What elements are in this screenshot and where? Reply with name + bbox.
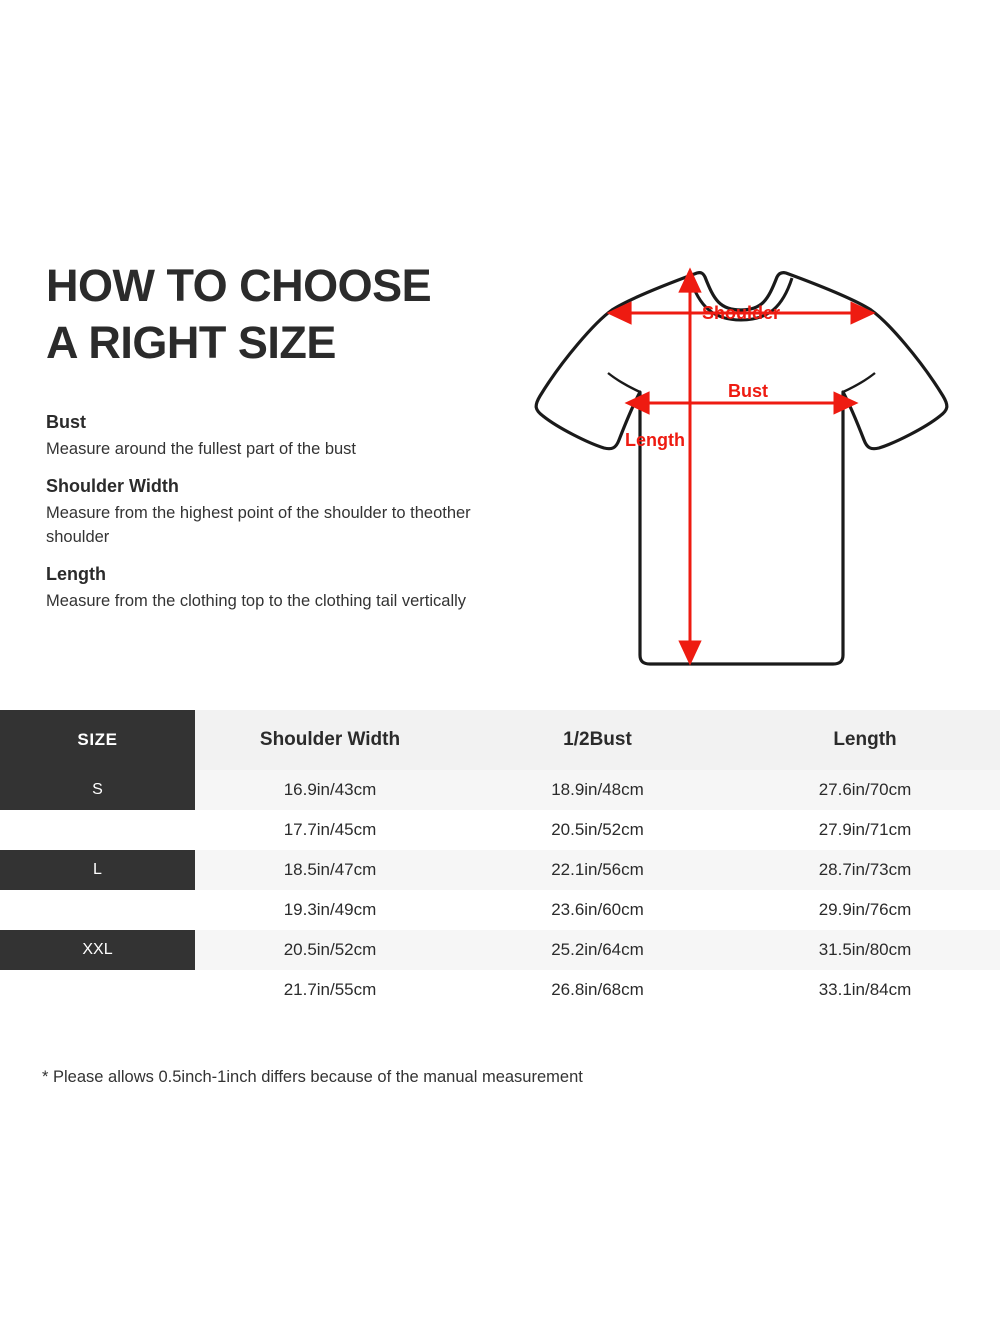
- definition-text: Measure around the fullest part of the bust: [46, 440, 357, 458]
- column-header-half-bust: 1/2Bust: [465, 710, 730, 770]
- cell-shoulder-width: 20.5in/52cm: [195, 930, 465, 970]
- table-row: [0, 770, 1000, 810]
- cell-length: 31.5in/80cm: [730, 930, 1000, 970]
- cell-length: 29.9in/76cm: [730, 890, 1000, 930]
- definition-bust: [46, 412, 506, 462]
- measurement-definitions: [46, 412, 506, 628]
- cell-half-bust: 22.1in/56cm: [465, 850, 730, 890]
- tshirt-measurement-diagram: [500, 240, 980, 690]
- definition-text: Measure from the highest point of the shoulder to theother shoulder: [46, 503, 471, 546]
- column-header-shoulder-width: Shoulder Width: [195, 710, 465, 770]
- page-title-line-1: HOW TO CHOOSE: [46, 260, 432, 311]
- page-title-line-2: A RIGHT SIZE: [46, 316, 336, 368]
- table-header-row: [0, 710, 1000, 770]
- cell-half-bust: 18.9in/48cm: [465, 770, 730, 810]
- cell-length: 33.1in/84cm: [730, 970, 1000, 1010]
- cell-shoulder-width: 18.5in/47cm: [195, 850, 465, 890]
- cell-size: L: [0, 850, 195, 890]
- definition-shoulder-width: [46, 476, 506, 550]
- cell-length: 27.9in/71cm: [730, 810, 1000, 850]
- definition-text: Measure from the clothing top to the clothing tail vertically: [46, 591, 467, 610]
- definition-title: Shoulder Width: [46, 475, 179, 496]
- cell-size: 3XL: [0, 970, 195, 1010]
- cell-shoulder-width: 21.7in/55cm: [195, 970, 465, 1010]
- cell-length: 28.7in/73cm: [730, 850, 1000, 890]
- cell-size: S: [0, 770, 195, 810]
- cell-size: XXL: [0, 930, 195, 970]
- table-row: [0, 850, 1000, 890]
- cell-size: XL: [0, 890, 195, 930]
- column-header-length: Length: [730, 710, 1000, 770]
- bust-label: Bust: [728, 381, 768, 401]
- cell-shoulder-width: 17.7in/45cm: [195, 810, 465, 850]
- definition-title: Length: [46, 563, 106, 584]
- cell-shoulder-width: 16.9in/43cm: [195, 770, 465, 810]
- definition-title: Bust: [46, 412, 86, 432]
- measurement-note: * Please allows 0.5inch-1inch differs because of the manual measurement: [42, 1068, 583, 1086]
- table-row: [0, 810, 1000, 850]
- table-row: [0, 890, 1000, 930]
- cell-size: M: [0, 810, 195, 850]
- definition-length: [46, 564, 506, 614]
- shoulder-label: Shoulder: [701, 303, 781, 323]
- cell-length: 27.6in/70cm: [730, 770, 1000, 810]
- length-label: Length: [625, 430, 685, 450]
- size-table-wrapper: [0, 710, 1000, 1010]
- cell-half-bust: 20.5in/52cm: [465, 810, 730, 850]
- cell-half-bust: 26.8in/68cm: [465, 970, 730, 1010]
- tshirt-outline: [536, 273, 947, 664]
- column-header-size: SIZE: [0, 710, 195, 770]
- table-row: [0, 970, 1000, 1010]
- cell-half-bust: 23.6in/60cm: [465, 890, 730, 930]
- cell-half-bust: 25.2in/64cm: [465, 930, 730, 970]
- size-table: [0, 710, 1000, 1010]
- table-row: [0, 930, 1000, 970]
- page-title: [46, 258, 516, 371]
- cell-shoulder-width: 19.3in/49cm: [195, 890, 465, 930]
